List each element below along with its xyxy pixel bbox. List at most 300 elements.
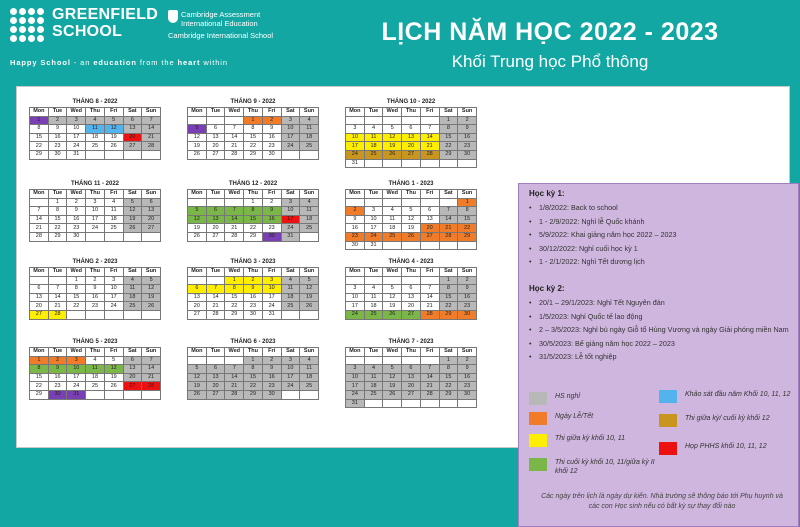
day-header: Thu — [86, 108, 105, 117]
day-cell: 13 — [123, 365, 142, 374]
legend-swatch — [529, 412, 547, 425]
week-row — [188, 116, 319, 125]
day-cell: 30 — [458, 150, 477, 159]
day-cell: 15 — [225, 293, 244, 302]
day-cell: 8 — [244, 365, 263, 374]
day-cell: 16 — [458, 373, 477, 382]
day-cell: 4 — [300, 198, 319, 207]
day-cell: 14 — [206, 293, 225, 302]
week-row — [346, 310, 477, 319]
day-cell: 15 — [244, 215, 263, 224]
day-header: Sun — [458, 268, 477, 277]
day-cell — [364, 276, 383, 285]
day-cell: 17 — [346, 302, 365, 311]
day-cell: 30 — [262, 390, 281, 399]
day-cell: 24 — [281, 224, 300, 233]
day-cell: 5 — [402, 207, 421, 216]
day-cell: 20 — [142, 215, 161, 224]
day-cell: 5 — [104, 356, 123, 365]
day-cell: 26 — [188, 390, 207, 399]
week-row — [188, 198, 319, 207]
day-cell: 9 — [244, 285, 263, 294]
day-cell: 23 — [458, 142, 477, 151]
day-cell: 19 — [188, 382, 207, 391]
day-cell: 1 — [30, 356, 49, 365]
week-row — [346, 150, 477, 159]
week-row — [188, 142, 319, 151]
week-row — [30, 198, 161, 207]
day-cell: 3 — [104, 276, 123, 285]
month-table — [29, 107, 161, 160]
day-cell — [30, 276, 49, 285]
day-cell: 14 — [142, 125, 161, 134]
day-cell: 18 — [364, 382, 383, 391]
day-cell: 6 — [402, 125, 421, 134]
day-cell: 4 — [364, 365, 383, 374]
semester-2-list — [529, 298, 791, 366]
day-cell — [458, 241, 477, 250]
month-title: THÁNG 3 - 2023 — [230, 259, 276, 265]
day-cell: 7 — [142, 356, 161, 365]
day-cell: 20 — [402, 302, 421, 311]
day-header: Thu — [402, 190, 421, 199]
day-cell: 29 — [30, 390, 49, 399]
day-header: Sun — [142, 268, 161, 277]
day-cell: 30 — [262, 232, 281, 241]
day-cell: 21 — [142, 373, 161, 382]
day-cell: 22 — [67, 302, 86, 311]
month-title: THÁNG 8 - 2022 — [72, 99, 118, 105]
day-cell: 30 — [346, 241, 365, 250]
day-cell: 11 — [364, 293, 383, 302]
day-cell: 25 — [300, 224, 319, 233]
day-cell: 28 — [225, 390, 244, 399]
day-cell — [123, 390, 142, 399]
day-cell: 9 — [262, 365, 281, 374]
day-cell — [300, 232, 319, 241]
week-row — [30, 232, 161, 241]
day-cell: 29 — [439, 390, 458, 399]
day-header: Fri — [420, 268, 439, 277]
day-cell: 6 — [402, 365, 421, 374]
day-cell — [123, 150, 142, 159]
day-cell: 13 — [206, 133, 225, 142]
week-row — [30, 276, 161, 285]
day-cell: 23 — [48, 382, 67, 391]
list-item: • 30/5/2023: Bế giảng năm học 2022 – 2023 — [529, 339, 791, 349]
day-cell: 11 — [364, 373, 383, 382]
week-row — [188, 207, 319, 216]
month-title: THÁNG 10 - 2022 — [386, 99, 436, 105]
day-cell: 3 — [281, 356, 300, 365]
day-cell: 2 — [48, 356, 67, 365]
day-header: Fri — [104, 108, 123, 117]
week-row — [30, 116, 161, 125]
day-cell — [420, 356, 439, 365]
day-cell: 27 — [402, 150, 421, 159]
cambridge-badge: Cambridge Assessment International Education Cambridge International School — [168, 10, 274, 40]
day-cell: 19 — [383, 382, 402, 391]
day-cell: 13 — [206, 215, 225, 224]
day-header: Thu — [244, 348, 263, 357]
legend-swatch — [659, 442, 677, 455]
day-cell: 1 — [439, 276, 458, 285]
day-cell: 4 — [383, 207, 402, 216]
day-cell: 25 — [300, 382, 319, 391]
day-cell: 24 — [364, 232, 383, 241]
day-cell: 14 — [420, 133, 439, 142]
list-item: • 1/8/2022: Back to school — [529, 203, 791, 213]
day-cell: 29 — [244, 232, 263, 241]
day-cell: 12 — [300, 285, 319, 294]
day-cell: 4 — [104, 198, 123, 207]
day-cell: 1 — [30, 116, 49, 125]
school-name: GREENFIELD SCHOOL — [52, 6, 159, 40]
month-table — [187, 347, 319, 400]
day-cell — [383, 399, 402, 408]
day-cell: 8 — [244, 207, 263, 216]
day-cell — [439, 399, 458, 408]
day-cell: 21 — [420, 142, 439, 151]
day-header: Sat — [281, 348, 300, 357]
day-header: Thu — [244, 268, 263, 277]
month-table — [345, 267, 477, 320]
day-header: Tue — [48, 348, 67, 357]
day-cell — [86, 232, 105, 241]
day-cell — [364, 116, 383, 125]
day-cell: 23 — [67, 224, 86, 233]
day-cell — [420, 198, 439, 207]
day-cell — [402, 159, 421, 168]
semester-2-title: Học kỳ 2: — [529, 284, 565, 293]
day-cell: 8 — [244, 125, 263, 134]
day-cell: 25 — [364, 390, 383, 399]
day-cell: 21 — [30, 224, 49, 233]
day-cell — [383, 116, 402, 125]
day-cell: 29 — [439, 310, 458, 319]
day-cell: 2 — [458, 276, 477, 285]
day-cell — [300, 390, 319, 399]
day-cell: 18 — [364, 302, 383, 311]
day-cell: 2 — [262, 198, 281, 207]
day-cell: 17 — [86, 215, 105, 224]
day-cell: 28 — [420, 390, 439, 399]
day-cell: 21 — [48, 302, 67, 311]
day-header: Sat — [123, 190, 142, 199]
day-cell: 28 — [225, 232, 244, 241]
semester-1-list — [529, 203, 791, 271]
month-table — [187, 267, 319, 320]
day-cell: 24 — [67, 382, 86, 391]
day-header: Thu — [402, 348, 421, 357]
day-cell: 7 — [420, 285, 439, 294]
day-cell — [402, 276, 421, 285]
day-cell: 26 — [123, 224, 142, 233]
day-cell: 18 — [300, 215, 319, 224]
disclaimer-note: Các ngày trên lịch là ngày dự kiến. Nhà trường sẽ thông báo tới Phụ huynh và các con Học sinh nếu có bất kỳ sự thay đổi nào — [541, 493, 783, 510]
day-header: Sun — [458, 108, 477, 117]
day-cell: 2 — [244, 276, 263, 285]
day-cell — [420, 159, 439, 168]
day-cell: 5 — [123, 198, 142, 207]
day-cell: 9 — [458, 365, 477, 374]
day-header: Sat — [439, 190, 458, 199]
day-cell: 11 — [86, 125, 105, 134]
day-cell: 2 — [86, 276, 105, 285]
day-cell: 13 — [142, 207, 161, 216]
day-header: Tue — [48, 190, 67, 199]
day-cell: 12 — [383, 373, 402, 382]
day-cell: 17 — [262, 293, 281, 302]
day-header: Tue — [364, 108, 383, 117]
day-cell: 4 — [300, 116, 319, 125]
day-header: Fri — [420, 108, 439, 117]
day-cell: 30 — [244, 310, 263, 319]
month-title: THÁNG 5 - 2023 — [72, 339, 118, 345]
day-cell: 19 — [142, 293, 161, 302]
week-row — [188, 285, 319, 294]
day-cell: 28 — [48, 310, 67, 319]
day-cell: 3 — [346, 365, 365, 374]
day-cell: 7 — [420, 365, 439, 374]
day-header: Tue — [206, 108, 225, 117]
day-cell: 16 — [262, 373, 281, 382]
day-cell: 15 — [244, 133, 263, 142]
day-cell — [281, 390, 300, 399]
day-header: Thu — [402, 268, 421, 277]
week-row — [346, 276, 477, 285]
day-cell — [346, 116, 365, 125]
day-cell: 6 — [420, 207, 439, 216]
month-calendar — [187, 97, 319, 160]
day-cell: 13 — [402, 133, 421, 142]
list-item: • 1/5/2023: Nghỉ Quốc tế lao động — [529, 312, 791, 322]
day-header: Fri — [262, 268, 281, 277]
day-cell — [458, 399, 477, 408]
day-cell: 24 — [346, 310, 365, 319]
day-cell: 31 — [364, 241, 383, 250]
day-cell: 29 — [30, 150, 49, 159]
day-cell: 22 — [244, 224, 263, 233]
day-cell: 1 — [48, 198, 67, 207]
day-cell: 30 — [262, 150, 281, 159]
week-row — [346, 293, 477, 302]
day-cell: 27 — [420, 232, 439, 241]
day-header: Wed — [383, 268, 402, 277]
day-cell: 19 — [383, 302, 402, 311]
day-cell — [383, 159, 402, 168]
day-cell: 15 — [439, 133, 458, 142]
month-table — [345, 189, 477, 250]
month-title: THÁNG 7 - 2023 — [388, 339, 434, 345]
day-cell: 19 — [104, 373, 123, 382]
month-calendar — [29, 257, 161, 320]
day-cell: 3 — [281, 198, 300, 207]
day-header: Tue — [206, 348, 225, 357]
week-row — [346, 215, 477, 224]
day-cell: 20 — [206, 142, 225, 151]
day-header: Sun — [458, 190, 477, 199]
day-cell: 4 — [86, 116, 105, 125]
day-cell: 4 — [364, 285, 383, 294]
day-header: Sun — [458, 348, 477, 357]
week-row — [30, 293, 161, 302]
day-cell: 9 — [48, 365, 67, 374]
day-cell: 19 — [123, 215, 142, 224]
day-cell: 24 — [67, 142, 86, 151]
day-cell: 12 — [104, 365, 123, 374]
week-row — [30, 285, 161, 294]
page-title: LỊCH NĂM HỌC 2022 - 2023 — [381, 18, 719, 46]
day-cell: 5 — [383, 125, 402, 134]
day-cell: 9 — [48, 125, 67, 134]
day-cell: 1 — [225, 276, 244, 285]
day-cell: 6 — [206, 365, 225, 374]
month-calendar — [345, 97, 477, 168]
month-title: THÁNG 1 - 2023 — [388, 181, 434, 187]
day-cell: 9 — [262, 125, 281, 134]
day-cell: 4 — [123, 276, 142, 285]
month-title: THÁNG 9 - 2022 — [230, 99, 276, 105]
day-cell: 23 — [86, 302, 105, 311]
day-header: Sun — [300, 268, 319, 277]
day-cell: 20 — [123, 133, 142, 142]
day-cell: 18 — [104, 215, 123, 224]
day-cell: 21 — [206, 302, 225, 311]
day-cell — [123, 310, 142, 319]
day-cell: 8 — [439, 285, 458, 294]
day-header: Sun — [142, 190, 161, 199]
day-cell: 24 — [262, 302, 281, 311]
legend-swatch — [529, 392, 547, 405]
list-item: • 2 – 3/5/2023: Nghỉ bù ngày Giỗ tổ Hùng Vương và ngày Giải phóng miền Nam — [529, 325, 791, 335]
day-cell — [383, 356, 402, 365]
day-cell — [142, 150, 161, 159]
day-cell: 20 — [188, 302, 207, 311]
day-cell: 23 — [48, 142, 67, 151]
day-cell: 20 — [123, 373, 142, 382]
day-header: Mon — [30, 268, 49, 277]
day-cell: 29 — [458, 232, 477, 241]
day-cell: 8 — [439, 125, 458, 134]
day-cell: 28 — [225, 150, 244, 159]
week-row — [188, 125, 319, 134]
day-cell: 23 — [346, 232, 365, 241]
day-cell — [364, 356, 383, 365]
day-cell — [402, 198, 421, 207]
day-cell: 28 — [142, 142, 161, 151]
day-cell — [383, 198, 402, 207]
week-row — [30, 302, 161, 311]
day-cell: 11 — [364, 133, 383, 142]
day-cell: 22 — [439, 382, 458, 391]
day-cell — [188, 276, 207, 285]
day-cell: 15 — [30, 373, 49, 382]
day-cell: 10 — [364, 215, 383, 224]
day-header: Mon — [188, 268, 207, 277]
day-cell: 6 — [206, 207, 225, 216]
day-cell: 22 — [439, 142, 458, 151]
month-table — [187, 189, 319, 242]
day-header: Fri — [104, 190, 123, 199]
day-header: Tue — [364, 268, 383, 277]
day-cell: 7 — [206, 285, 225, 294]
day-cell: 12 — [383, 293, 402, 302]
day-cell: 27 — [206, 232, 225, 241]
day-cell: 14 — [142, 365, 161, 374]
day-cell: 28 — [142, 382, 161, 391]
day-cell — [383, 276, 402, 285]
day-cell: 22 — [458, 224, 477, 233]
day-cell: 11 — [281, 285, 300, 294]
day-cell — [142, 310, 161, 319]
day-cell: 25 — [104, 224, 123, 233]
day-cell: 22 — [244, 382, 263, 391]
day-cell: 19 — [104, 133, 123, 142]
day-cell — [206, 116, 225, 125]
day-cell — [364, 198, 383, 207]
day-cell: 17 — [67, 373, 86, 382]
month-title: THÁNG 2 - 2023 — [72, 259, 118, 265]
day-cell: 30 — [458, 390, 477, 399]
day-header: Sat — [281, 108, 300, 117]
week-row — [30, 150, 161, 159]
day-cell: 11 — [300, 365, 319, 374]
day-cell: 25 — [123, 302, 142, 311]
day-cell: 26 — [104, 382, 123, 391]
day-header: Thu — [244, 190, 263, 199]
day-header: Sun — [142, 348, 161, 357]
day-cell: 1 — [439, 116, 458, 125]
day-cell — [439, 198, 458, 207]
legend-swatch — [659, 414, 677, 427]
day-cell — [123, 232, 142, 241]
month-title: THÁNG 6 - 2023 — [230, 339, 276, 345]
day-header: Wed — [67, 348, 86, 357]
month-table — [29, 189, 161, 242]
day-cell: 31 — [67, 390, 86, 399]
day-cell: 26 — [188, 150, 207, 159]
day-header: Sat — [439, 348, 458, 357]
page-subtitle: Khối Trung học Phổ thông — [451, 52, 649, 71]
day-cell — [188, 116, 207, 125]
week-row — [188, 365, 319, 374]
day-cell — [439, 241, 458, 250]
day-cell: 15 — [48, 215, 67, 224]
week-row — [346, 399, 477, 408]
day-cell: 13 — [30, 293, 49, 302]
day-header: Mon — [30, 190, 49, 199]
day-header: Mon — [346, 108, 365, 117]
week-row — [188, 302, 319, 311]
day-header: Tue — [364, 348, 383, 357]
day-cell: 17 — [281, 133, 300, 142]
day-cell: 28 — [206, 310, 225, 319]
day-cell: 17 — [281, 373, 300, 382]
day-cell: 6 — [123, 116, 142, 125]
day-cell: 15 — [30, 133, 49, 142]
day-cell: 16 — [67, 215, 86, 224]
day-cell: 26 — [142, 302, 161, 311]
day-cell: 6 — [123, 356, 142, 365]
day-cell: 8 — [30, 365, 49, 374]
day-cell: 18 — [86, 373, 105, 382]
day-header: Mon — [188, 190, 207, 199]
day-cell: 25 — [300, 142, 319, 151]
day-cell: 14 — [439, 215, 458, 224]
day-cell: 18 — [300, 133, 319, 142]
day-cell: 16 — [346, 224, 365, 233]
